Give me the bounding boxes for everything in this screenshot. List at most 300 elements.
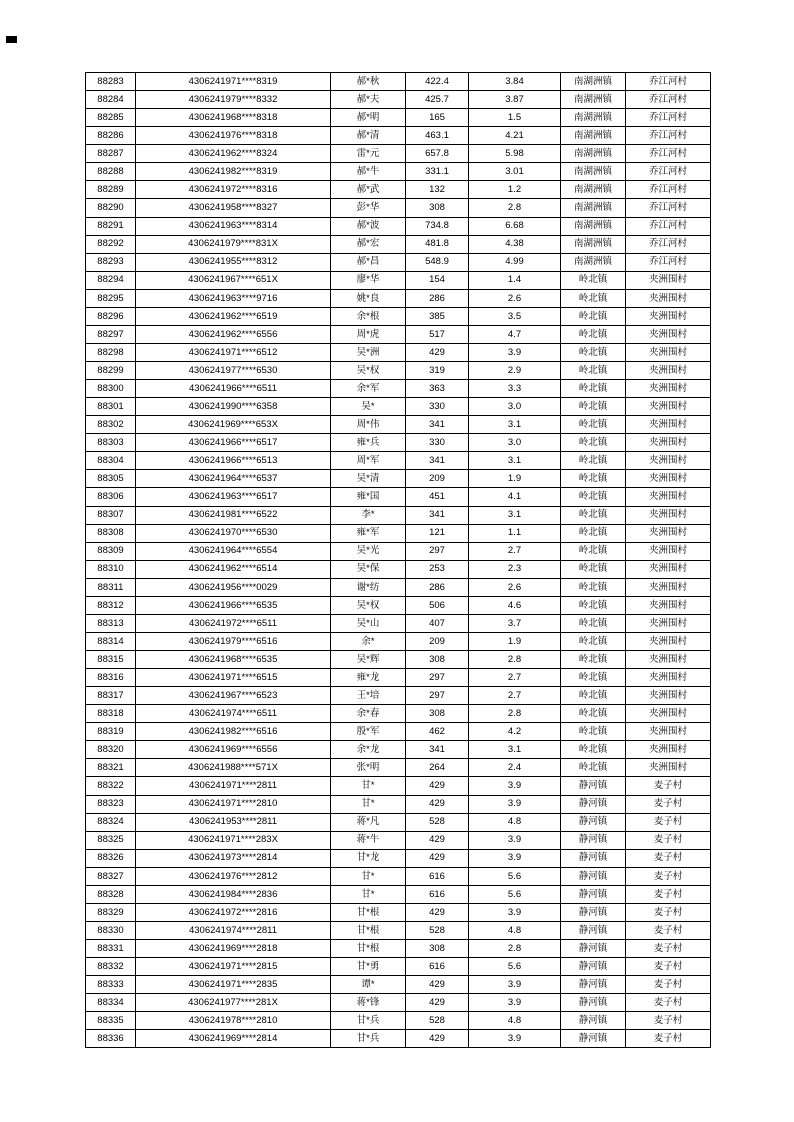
table-row (86, 73, 711, 91)
cell-area: 1.5 (469, 109, 561, 127)
cell-seq: 88287 (86, 145, 136, 163)
table-row (86, 271, 711, 289)
cell-area: 3.01 (469, 163, 561, 181)
cell-name: 甘*根 (331, 903, 406, 921)
table-body (86, 73, 711, 1048)
table-row (86, 1030, 711, 1048)
cell-village: 乔江河村 (626, 127, 711, 145)
cell-amount: 319 (406, 362, 469, 380)
cell-village: 麦子村 (626, 1030, 711, 1048)
cell-amount: 385 (406, 307, 469, 325)
cell-id_masked: 4306241964****6537 (136, 470, 331, 488)
cell-area: 3.5 (469, 307, 561, 325)
cell-village: 乔江河村 (626, 109, 711, 127)
cell-seq: 88306 (86, 488, 136, 506)
cell-seq: 88302 (86, 416, 136, 434)
cell-seq: 88318 (86, 705, 136, 723)
cell-amount: 264 (406, 759, 469, 777)
table-row (86, 723, 711, 741)
cell-town: 静河镇 (561, 777, 626, 795)
cell-name: 周*伟 (331, 416, 406, 434)
cell-seq: 88324 (86, 813, 136, 831)
cell-village: 夹洲围村 (626, 434, 711, 452)
cell-seq: 88293 (86, 253, 136, 271)
table-row (86, 632, 711, 650)
cell-amount: 429 (406, 903, 469, 921)
cell-village: 夹洲围村 (626, 687, 711, 705)
cell-amount: 429 (406, 849, 469, 867)
cell-area: 1.9 (469, 470, 561, 488)
cell-area: 2.8 (469, 940, 561, 958)
cell-village: 夹洲围村 (626, 651, 711, 669)
cell-area: 3.9 (469, 849, 561, 867)
cell-area: 3.84 (469, 73, 561, 91)
table-row (86, 145, 711, 163)
cell-village: 麦子村 (626, 994, 711, 1012)
cell-seq: 88327 (86, 867, 136, 885)
cell-town: 静河镇 (561, 976, 626, 994)
cell-name: 郝*秋 (331, 73, 406, 91)
cell-amount: 429 (406, 795, 469, 813)
table-row (86, 506, 711, 524)
cell-name: 吴*权 (331, 362, 406, 380)
cell-id_masked: 4306241979****8332 (136, 91, 331, 109)
cell-town: 岭北镇 (561, 289, 626, 307)
cell-amount: 308 (406, 651, 469, 669)
table-row (86, 831, 711, 849)
cell-village: 乔江河村 (626, 253, 711, 271)
cell-name: 雍*军 (331, 524, 406, 542)
cell-amount: 517 (406, 325, 469, 343)
cell-amount: 297 (406, 542, 469, 560)
cell-town: 岭北镇 (561, 632, 626, 650)
cell-name: 郝*波 (331, 217, 406, 235)
cell-village: 麦子村 (626, 795, 711, 813)
cell-name: 吴*洲 (331, 343, 406, 361)
cell-id_masked: 4306241963****9716 (136, 289, 331, 307)
cell-seq: 88329 (86, 903, 136, 921)
cell-village: 夹洲围村 (626, 741, 711, 759)
cell-town: 静河镇 (561, 1012, 626, 1030)
cell-name: 吴*山 (331, 614, 406, 632)
cell-town: 静河镇 (561, 831, 626, 849)
cell-village: 夹洲围村 (626, 632, 711, 650)
cell-town: 岭北镇 (561, 271, 626, 289)
table-row (86, 976, 711, 994)
cell-town: 岭北镇 (561, 741, 626, 759)
cell-amount: 429 (406, 343, 469, 361)
cell-id_masked: 4306241978****2810 (136, 1012, 331, 1030)
cell-id_masked: 4306241962****6556 (136, 325, 331, 343)
cell-name: 余*龙 (331, 741, 406, 759)
cell-name: 彭*华 (331, 199, 406, 217)
cell-village: 夹洲围村 (626, 578, 711, 596)
cell-name: 甘* (331, 777, 406, 795)
cell-seq: 88326 (86, 849, 136, 867)
cell-id_masked: 4306241962****8324 (136, 145, 331, 163)
table-row (86, 398, 711, 416)
cell-seq: 88322 (86, 777, 136, 795)
cell-area: 2.8 (469, 199, 561, 217)
cell-amount: 463.1 (406, 127, 469, 145)
cell-town: 静河镇 (561, 885, 626, 903)
cell-id_masked: 4306241967****6523 (136, 687, 331, 705)
table-row (86, 199, 711, 217)
cell-amount: 209 (406, 470, 469, 488)
cell-town: 静河镇 (561, 1030, 626, 1048)
cell-amount: 422.4 (406, 73, 469, 91)
table-row (86, 416, 711, 434)
cell-area: 3.3 (469, 380, 561, 398)
cell-id_masked: 4306241972****6511 (136, 614, 331, 632)
cell-town: 岭北镇 (561, 687, 626, 705)
cell-village: 夹洲围村 (626, 669, 711, 687)
cell-seq: 88323 (86, 795, 136, 813)
table-row (86, 217, 711, 235)
cell-name: 吴*权 (331, 596, 406, 614)
table-row (86, 614, 711, 632)
cell-town: 岭北镇 (561, 578, 626, 596)
cell-amount: 286 (406, 578, 469, 596)
cell-id_masked: 4306241981****6522 (136, 506, 331, 524)
table-row (86, 705, 711, 723)
cell-amount: 341 (406, 506, 469, 524)
cell-seq: 88298 (86, 343, 136, 361)
cell-village: 夹洲围村 (626, 271, 711, 289)
cell-town: 静河镇 (561, 849, 626, 867)
cell-area: 3.9 (469, 831, 561, 849)
cell-amount: 407 (406, 614, 469, 632)
cell-name: 余* (331, 632, 406, 650)
cell-area: 3.1 (469, 452, 561, 470)
cell-area: 5.6 (469, 867, 561, 885)
table-row (86, 163, 711, 181)
table-row (86, 307, 711, 325)
cell-id_masked: 4306241966****6535 (136, 596, 331, 614)
cell-village: 夹洲围村 (626, 452, 711, 470)
cell-id_masked: 4306241984****2836 (136, 885, 331, 903)
cell-seq: 88320 (86, 741, 136, 759)
table-row (86, 578, 711, 596)
cell-amount: 341 (406, 741, 469, 759)
cell-area: 6.68 (469, 217, 561, 235)
cell-name: 蒋*牛 (331, 831, 406, 849)
table-row (86, 325, 711, 343)
cell-town: 南湖洲镇 (561, 235, 626, 253)
cell-village: 麦子村 (626, 885, 711, 903)
cell-seq: 88330 (86, 921, 136, 939)
cell-seq: 88304 (86, 452, 136, 470)
cell-amount: 363 (406, 380, 469, 398)
table-row (86, 452, 711, 470)
cell-name: 吴* (331, 398, 406, 416)
cell-village: 夹洲围村 (626, 596, 711, 614)
cell-amount: 734.8 (406, 217, 469, 235)
cell-id_masked: 4306241966****6511 (136, 380, 331, 398)
table-row (86, 524, 711, 542)
cell-amount: 451 (406, 488, 469, 506)
cell-amount: 429 (406, 777, 469, 795)
cell-village: 夹洲围村 (626, 362, 711, 380)
cell-town: 岭北镇 (561, 524, 626, 542)
cell-name: 甘*根 (331, 921, 406, 939)
cell-seq: 88300 (86, 380, 136, 398)
cell-area: 3.9 (469, 994, 561, 1012)
cell-area: 2.8 (469, 651, 561, 669)
table-row (86, 940, 711, 958)
cell-name: 甘*兵 (331, 1030, 406, 1048)
cell-seq: 88334 (86, 994, 136, 1012)
cell-village: 夹洲围村 (626, 723, 711, 741)
cell-town: 南湖洲镇 (561, 163, 626, 181)
cell-name: 殷*军 (331, 723, 406, 741)
cell-seq: 88312 (86, 596, 136, 614)
cell-village: 夹洲围村 (626, 398, 711, 416)
table-row (86, 651, 711, 669)
cell-area: 5.6 (469, 958, 561, 976)
cell-town: 静河镇 (561, 813, 626, 831)
table-row (86, 903, 711, 921)
cell-seq: 88289 (86, 181, 136, 199)
cell-area: 3.1 (469, 506, 561, 524)
cell-town: 岭北镇 (561, 596, 626, 614)
table-row (86, 488, 711, 506)
cell-seq: 88331 (86, 940, 136, 958)
cell-town: 岭北镇 (561, 651, 626, 669)
cell-id_masked: 4306241969****2814 (136, 1030, 331, 1048)
cell-id_masked: 4306241971****283X (136, 831, 331, 849)
cell-town: 南湖洲镇 (561, 73, 626, 91)
table-row (86, 596, 711, 614)
cell-town: 岭北镇 (561, 362, 626, 380)
cell-amount: 121 (406, 524, 469, 542)
cell-id_masked: 4306241966****6513 (136, 452, 331, 470)
cell-id_masked: 4306241977****6530 (136, 362, 331, 380)
cell-town: 岭北镇 (561, 325, 626, 343)
cell-area: 3.0 (469, 434, 561, 452)
table-row (86, 777, 711, 795)
cell-town: 静河镇 (561, 795, 626, 813)
cell-area: 3.87 (469, 91, 561, 109)
cell-amount: 286 (406, 289, 469, 307)
cell-town: 南湖洲镇 (561, 91, 626, 109)
cell-amount: 297 (406, 687, 469, 705)
cell-area: 3.1 (469, 741, 561, 759)
cell-seq: 88335 (86, 1012, 136, 1030)
cell-amount: 330 (406, 398, 469, 416)
cell-area: 2.9 (469, 362, 561, 380)
cell-area: 4.99 (469, 253, 561, 271)
cell-name: 甘* (331, 795, 406, 813)
cell-town: 岭北镇 (561, 705, 626, 723)
cell-amount: 429 (406, 994, 469, 1012)
cell-name: 吴*清 (331, 470, 406, 488)
table-row (86, 849, 711, 867)
cell-area: 4.6 (469, 596, 561, 614)
cell-area: 4.8 (469, 813, 561, 831)
cell-id_masked: 4306241976****8318 (136, 127, 331, 145)
cell-amount: 528 (406, 813, 469, 831)
cell-id_masked: 4306241977****281X (136, 994, 331, 1012)
cell-town: 岭北镇 (561, 380, 626, 398)
cell-seq: 88288 (86, 163, 136, 181)
cell-id_masked: 4306241982****8319 (136, 163, 331, 181)
cell-town: 岭北镇 (561, 506, 626, 524)
cell-name: 谭* (331, 976, 406, 994)
cell-village: 麦子村 (626, 903, 711, 921)
cell-area: 3.9 (469, 343, 561, 361)
table-row (86, 470, 711, 488)
page-corner-mark (6, 36, 17, 43)
cell-id_masked: 4306241974****2811 (136, 921, 331, 939)
cell-id_masked: 4306241974****6511 (136, 705, 331, 723)
cell-town: 岭北镇 (561, 759, 626, 777)
cell-village: 麦子村 (626, 958, 711, 976)
cell-area: 2.6 (469, 578, 561, 596)
cell-amount: 548.9 (406, 253, 469, 271)
cell-id_masked: 4306241971****2810 (136, 795, 331, 813)
cell-id_masked: 4306241972****8316 (136, 181, 331, 199)
table-row (86, 380, 711, 398)
cell-name: 雍*龙 (331, 669, 406, 687)
cell-amount: 616 (406, 885, 469, 903)
cell-id_masked: 4306241964****6554 (136, 542, 331, 560)
cell-town: 岭北镇 (561, 542, 626, 560)
cell-village: 夹洲围村 (626, 542, 711, 560)
cell-name: 余*根 (331, 307, 406, 325)
cell-town: 岭北镇 (561, 452, 626, 470)
cell-id_masked: 4306241973****2814 (136, 849, 331, 867)
cell-name: 吴*光 (331, 542, 406, 560)
cell-town: 岭北镇 (561, 307, 626, 325)
cell-amount: 429 (406, 1030, 469, 1048)
table-row (86, 343, 711, 361)
cell-town: 南湖洲镇 (561, 109, 626, 127)
cell-amount: 341 (406, 416, 469, 434)
cell-name: 郝*宏 (331, 235, 406, 253)
cell-seq: 88328 (86, 885, 136, 903)
cell-seq: 88336 (86, 1030, 136, 1048)
cell-seq: 88317 (86, 687, 136, 705)
cell-id_masked: 4306241953****2811 (136, 813, 331, 831)
cell-amount: 616 (406, 958, 469, 976)
cell-name: 甘* (331, 885, 406, 903)
cell-town: 岭北镇 (561, 470, 626, 488)
cell-name: 甘*兵 (331, 1012, 406, 1030)
cell-name: 郝*夫 (331, 91, 406, 109)
cell-seq: 88311 (86, 578, 136, 596)
cell-village: 乔江河村 (626, 181, 711, 199)
cell-village: 麦子村 (626, 867, 711, 885)
cell-area: 4.8 (469, 1012, 561, 1030)
cell-town: 岭北镇 (561, 723, 626, 741)
cell-name: 甘*龙 (331, 849, 406, 867)
cell-town: 南湖洲镇 (561, 199, 626, 217)
cell-id_masked: 4306241971****6512 (136, 343, 331, 361)
cell-village: 麦子村 (626, 976, 711, 994)
cell-id_masked: 4306241955****8312 (136, 253, 331, 271)
cell-seq: 88285 (86, 109, 136, 127)
cell-name: 余*春 (331, 705, 406, 723)
cell-name: 余*军 (331, 380, 406, 398)
cell-area: 2.7 (469, 669, 561, 687)
cell-seq: 88313 (86, 614, 136, 632)
cell-amount: 506 (406, 596, 469, 614)
cell-id_masked: 4306241969****653X (136, 416, 331, 434)
cell-amount: 341 (406, 452, 469, 470)
cell-area: 3.9 (469, 976, 561, 994)
cell-seq: 88332 (86, 958, 136, 976)
cell-town: 南湖洲镇 (561, 181, 626, 199)
cell-id_masked: 4306241976****2812 (136, 867, 331, 885)
cell-town: 静河镇 (561, 958, 626, 976)
cell-seq: 88316 (86, 669, 136, 687)
cell-id_masked: 4306241972****2816 (136, 903, 331, 921)
records-table (85, 72, 711, 1048)
table-row (86, 253, 711, 271)
cell-id_masked: 4306241979****6516 (136, 632, 331, 650)
cell-village: 夹洲围村 (626, 307, 711, 325)
cell-seq: 88321 (86, 759, 136, 777)
cell-amount: 308 (406, 199, 469, 217)
cell-area: 4.21 (469, 127, 561, 145)
cell-amount: 132 (406, 181, 469, 199)
cell-id_masked: 4306241971****6515 (136, 669, 331, 687)
cell-area: 4.38 (469, 235, 561, 253)
cell-amount: 528 (406, 921, 469, 939)
cell-id_masked: 4306241966****6517 (136, 434, 331, 452)
cell-id_masked: 4306241958****8327 (136, 199, 331, 217)
cell-name: 吴*保 (331, 560, 406, 578)
cell-seq: 88283 (86, 73, 136, 91)
cell-seq: 88303 (86, 434, 136, 452)
cell-id_masked: 4306241968****6535 (136, 651, 331, 669)
cell-village: 夹洲围村 (626, 614, 711, 632)
table-row (86, 958, 711, 976)
cell-amount: 253 (406, 560, 469, 578)
cell-village: 夹洲围村 (626, 325, 711, 343)
cell-amount: 330 (406, 434, 469, 452)
cell-village: 麦子村 (626, 940, 711, 958)
table-row (86, 885, 711, 903)
table-row (86, 741, 711, 759)
cell-village: 麦子村 (626, 831, 711, 849)
cell-village: 乔江河村 (626, 145, 711, 163)
cell-town: 南湖洲镇 (561, 127, 626, 145)
cell-area: 2.8 (469, 705, 561, 723)
cell-area: 4.7 (469, 325, 561, 343)
cell-id_masked: 4306241969****2818 (136, 940, 331, 958)
cell-id_masked: 4306241971****2815 (136, 958, 331, 976)
cell-area: 1.4 (469, 271, 561, 289)
cell-village: 麦子村 (626, 849, 711, 867)
cell-town: 静河镇 (561, 903, 626, 921)
cell-id_masked: 4306241956****0029 (136, 578, 331, 596)
cell-id_masked: 4306241982****6516 (136, 723, 331, 741)
cell-amount: 154 (406, 271, 469, 289)
cell-village: 乔江河村 (626, 217, 711, 235)
cell-seq: 88294 (86, 271, 136, 289)
cell-name: 吴*辉 (331, 651, 406, 669)
cell-id_masked: 4306241963****8314 (136, 217, 331, 235)
cell-seq: 88307 (86, 506, 136, 524)
cell-village: 麦子村 (626, 1012, 711, 1030)
cell-seq: 88292 (86, 235, 136, 253)
cell-village: 乔江河村 (626, 235, 711, 253)
cell-name: 廖*华 (331, 271, 406, 289)
cell-id_masked: 4306241971****8319 (136, 73, 331, 91)
cell-name: 李* (331, 506, 406, 524)
